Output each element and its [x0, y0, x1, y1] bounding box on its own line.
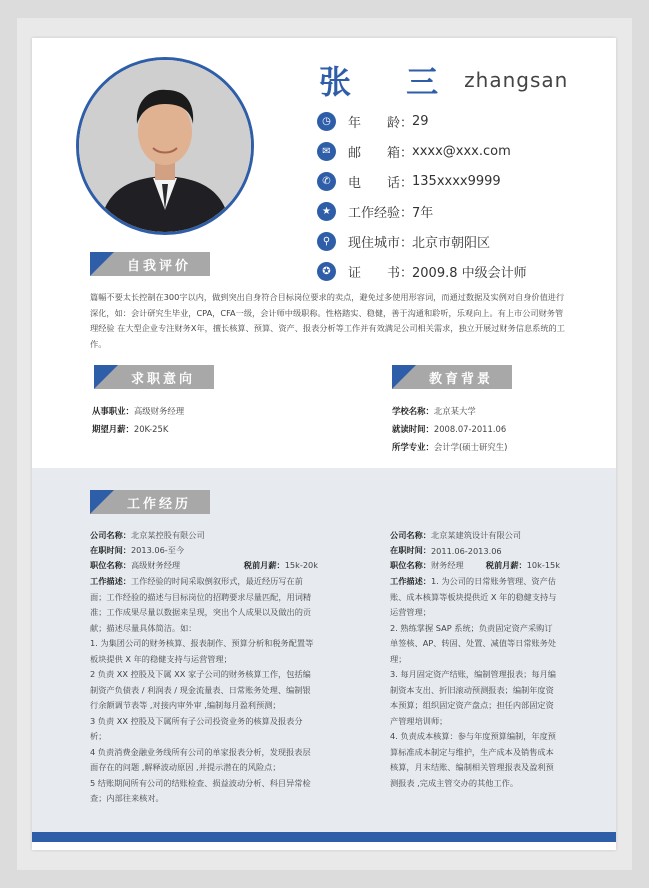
clock-icon: ◷ [317, 112, 336, 131]
name-chinese: 张 三 [319, 63, 461, 101]
phone-icon: ✆ [317, 172, 336, 191]
resume-page [32, 38, 616, 850]
job-intent-salary: 期望月薪： 20K-25K [92, 424, 169, 434]
footer-accent-bar [32, 832, 616, 842]
job-duty-item: 5 结账期间所有公司的结账检查、损益波动分析、科目异常检查；内部往来核对。 [90, 777, 311, 803]
job-duty-item: 3. 每月固定资产结账，编制管理报表；每月编制资本支出、折旧滚动预测报表；编制年度资本预算；组织固定资产盘点；担任内部固定资产管理培训师； [390, 669, 556, 726]
section-title-job-intent: 求职意向 [94, 365, 214, 389]
job-description: 工作描述：1. 为公司的日常账务管理、资产估账、成本核算等板块提供近 X 年的稳健支持与运营管理； 2. 熟练掌握 SAP 系统；负责固定资产采购订单签核、AP、转固、处置、减值等日常账务处理； 3. 每月固定资产结账，编制管理报表；每月编制资本支出、折旧滚动预测报表；编制年度资本预算；组织固定资产盘点；担任内部固定资产管理培训师； 4. 负责成本核算：参与年度预算编制，年度预算标准成本制定与维护，生产成本及销售成本核算，月末结账、编制相关管理报表及盈利预测报表 ,完成主管交办的其他工作。 [390, 574, 560, 791]
section-triangle-icon [392, 365, 416, 389]
education-school: 学校名称： 北京某大学 [392, 406, 476, 416]
info-label: 年 龄： [348, 115, 414, 131]
section-title-self-eval: 自我评价 [90, 252, 210, 276]
location-icon: ⚲ [317, 232, 336, 251]
section-title-work: 工作经历 [90, 490, 210, 514]
education-details [392, 402, 507, 456]
info-phone [317, 166, 527, 196]
mail-icon: ✉ [317, 142, 336, 161]
job-intent-details [92, 402, 184, 438]
job-intent-position: 从事职业： 高级财务经理 [92, 406, 185, 416]
info-value: 7年 [412, 205, 434, 221]
info-city [317, 226, 527, 256]
info-label: 证 书： [348, 265, 414, 281]
job-duty-item: 4. 负责成本核算：参与年度预算编制，年度预算标准成本制定与维护，生产成本及销售成本核算，月末结账、编制相关管理报表及盈利预测报表 ,完成主管交办的其他工作。 [390, 731, 556, 788]
profile-photo [76, 57, 254, 235]
self-eval-text: 篇幅不要太长控制在300字以内，做到突出自身符合目标岗位要求的卖点，避免过多使用形容词，而通过数据及实例对自身价值进行深化，如：会计研究生毕业，CPA，CFA一级，会计师中级职称。性格踏实、稳健，善于沟通和聆听，乐观向上。有上市公司财务管理经验 在大型企业专注财务X年，擅长核算、预算、资产、报表分析等工作并有效满足公司相关需求，独立开展过财务信息系统的工作。 [90, 292, 565, 349]
job-duty-item: 2 负责 XX 控股及下属 XX 家子公司的财务核算工作，包括编制资产负债表 / 利润表 / 现金流量表、日常账务处理、编制银行余额调节表等 ,对接内审外审 ,编制每月盈利预测； [90, 669, 311, 710]
info-experience [317, 196, 527, 226]
info-email [317, 136, 527, 166]
info-value: 北京市朝阳区 [412, 235, 491, 251]
info-label: 工作经验： [348, 205, 414, 221]
info-certificate [317, 256, 527, 286]
job-entry: 公司名称： 北京某建筑设计有限公司 在职时间： 2011.06-2013.06 职位名称：财务经理 税前月薪：10k-15k 工作描述：1. 为公司的日常账务管理、资产估账、成本核算等板块提供近 X 年的稳健支持与运营管理； 2. 熟练掌握 SAP 系统；负责固定资产采购订单签核、AP、转固、处置、减值等日常账务处理； 3. 每月固定资产结账，编制管理报表；每月编制资本支出、折旧滚动预测报表；编制年度资本预算；组织固定资产盘点；担任内部固定资产管理培训师； 4. 负责成本核算：参与年度预算编制，年度预算标准成本制定与维护，生产成本及销售成本核算，月末结账、编制相关管理报表及盈利预测报表 ,完成主管交办的其他工作。 [390, 528, 560, 791]
personal-info-list [317, 106, 527, 286]
info-value: 2009.8 中级会计师 [412, 265, 527, 281]
name-header [319, 60, 568, 100]
info-label: 现住城市： [348, 235, 414, 251]
education-major: 所学专业： 会计学(硕士研究生) [392, 442, 508, 452]
job-duty-item: 1. 为集团公司的财务核算、报表制作、预算分析和税务配置等板块提供 X 年的稳健支持与运营管理； [90, 638, 314, 664]
info-label: 电 话： [348, 175, 414, 191]
star-icon: ★ [317, 202, 336, 221]
section-triangle-icon [94, 365, 118, 389]
info-age [317, 106, 527, 136]
job-entry: 公司名称： 北京某控股有限公司 在职时间： 2013.06-至今 职位名称：高级财务经理 税前月薪：15k-20k 工作描述：工作经验的时间采取倒叙形式，最近经历写在前面；工作经验的描述与目标岗位的招聘要求尽量匹配，用词精准；工作成果尽量以数据来呈现，突出个人成果以及做出的贡献；描述尽量具体简洁。如： 1. 为集团公司的财务核算、报表制作、预算分析和税务配置等板块提供 X 年的稳健支持与运营管理； 2 负责 XX 控股及下属 XX 家子公司的财务核算工作，包括编制资产负债表 / 利润表 / 现金流量表、日常账务处理、编制银行余额调节表等 ,对接内审外审 ,编制每月盈利预测； 3 负责 XX 控股及下属所有子公司投资业务的核算及报表分析； 4 负责消费金融业务线所有公司的单家报表分析，发现报表层面存在的问题 ,解释波动原因 ,并提示潜在的风险点； 5 结账期间所有公司的结账检查、损益波动分析、科目异常检查；内部往来核对。 [90, 528, 318, 807]
job-duty-item: 2. 熟练掌握 SAP 系统；负责固定资产采购订单签核、AP、转固、处置、减值等日常账务处理； [390, 622, 557, 664]
person-portrait-icon [79, 60, 251, 232]
info-value: 135xxxx9999 [412, 173, 501, 189]
info-label: 邮 箱： [348, 145, 414, 161]
info-value: xxxx@xxx.com [412, 143, 511, 159]
job-description: 工作描述：工作经验的时间采取倒叙形式，最近经历写在前面；工作经验的描述与目标岗位的招聘要求尽量匹配，用词精准；工作成果尽量以数据来呈现，突出个人成果以及做出的贡献；描述尽量具体简洁。如： 1. 为集团公司的财务核算、报表制作、预算分析和税务配置等板块提供 X 年的稳健支持与运营管理； 2 负责 XX 控股及下属 XX 家子公司的财务核算工作，包括编制资产负债表 / 利润表 / 现金流量表、日常账务处理、编制银行余额调节表等 ,对接内审外审 ,编制每月盈利预测； 3 负责 XX 控股及下属所有子公司投资业务的核算及报表分析； 4 负责消费金融业务线所有公司的单家报表分析，发现报表层面存在的问题 ,解释波动原因 ,并提示潜在的风险点； 5 结账期间所有公司的结账检查、损益波动分析、科目异常检查；内部往来核对。 [90, 574, 318, 807]
section-triangle-icon [90, 252, 114, 276]
name-english: zhangsan [464, 68, 569, 92]
section-title-education: 教育背景 [392, 365, 512, 389]
certificate-icon: ✪ [317, 262, 336, 281]
info-value: 29 [412, 113, 429, 129]
job-duty-item: 3 负责 XX 控股及下属所有子公司投资业务的核算及报表分析； [90, 715, 303, 741]
education-period: 就读时间： 2008.07-2011.06 [392, 424, 507, 434]
job-duty-item: 4 负责消费金融业务线所有公司的单家报表分析，发现报表层面存在的问题 ,解释波动原因 ,并提示潜在的风险点； [90, 746, 311, 772]
section-triangle-icon [90, 490, 114, 514]
